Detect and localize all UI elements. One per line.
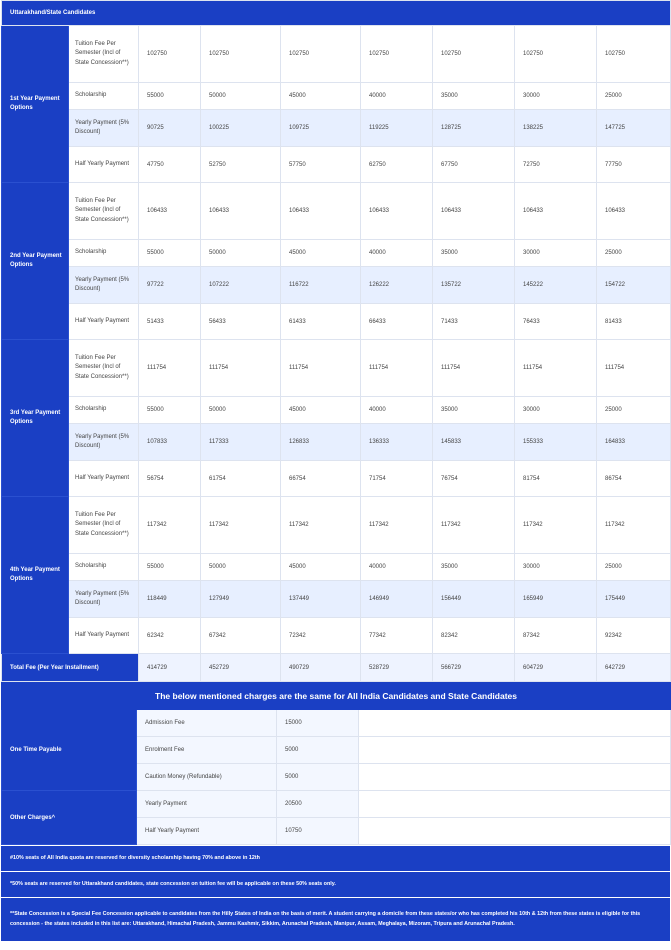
fee-value: 106433 [597, 183, 671, 240]
other-charges-group-label: Other Charges^ [2, 791, 137, 845]
table-row [2, 26, 671, 83]
fee-value: 76433 [515, 304, 597, 340]
total-value: 452729 [201, 654, 281, 682]
fee-value: 111754 [281, 340, 361, 397]
fee-value: 117342 [597, 497, 671, 554]
fee-value: 102750 [433, 26, 515, 83]
fee-value: 30000 [515, 83, 597, 110]
charge-value: 20500 [277, 791, 359, 818]
fee-value: 135722 [433, 267, 515, 304]
table-header-row [2, 1, 671, 26]
charge-value: 5000 [277, 764, 359, 791]
fee-value: 50000 [201, 240, 281, 267]
fee-value: 164833 [597, 424, 671, 461]
fee-value: 102750 [281, 26, 361, 83]
fee-value: 55000 [139, 397, 201, 424]
year-label: 4th Year Payment Options [2, 497, 69, 654]
fee-value: 117342 [515, 497, 597, 554]
fee-value: 109725 [281, 110, 361, 147]
fee-value: 86754 [597, 461, 671, 497]
row-label: Scholarship [69, 240, 139, 267]
fee-value: 119225 [361, 110, 433, 147]
fee-value: 50000 [201, 397, 281, 424]
footnote: #10% seats of All India quota are reserved for diversity scholarship having 70% and above in 12th [2, 847, 670, 871]
fee-value: 111754 [433, 340, 515, 397]
table-row [2, 83, 671, 110]
fee-value: 67750 [433, 147, 515, 183]
charge-value: 5000 [277, 737, 359, 764]
total-value: 604729 [515, 654, 597, 682]
empty-cell [359, 818, 671, 845]
row-label: Scholarship [69, 83, 139, 110]
fee-value: 45000 [281, 554, 361, 581]
charge-value: 15000 [277, 710, 359, 737]
fee-value: 107833 [139, 424, 201, 461]
table-row [2, 497, 671, 554]
fee-value: 102750 [139, 26, 201, 83]
fee-value: 30000 [515, 554, 597, 581]
row-label: Yearly Payment (5% Discount) [69, 424, 139, 461]
row-label: Tuition Fee Per Semester (Incl of State Concession**) [69, 340, 139, 397]
fee-value: 138225 [515, 110, 597, 147]
notes-table [1, 845, 670, 941]
fee-value: 55000 [139, 240, 201, 267]
year-label: 2nd Year Payment Options [2, 183, 69, 340]
fee-value: 117333 [201, 424, 281, 461]
fee-value: 100225 [201, 110, 281, 147]
fee-value: 145222 [515, 267, 597, 304]
fee-value: 35000 [433, 83, 515, 110]
fee-value: 137449 [281, 581, 361, 618]
fee-value: 117342 [361, 497, 433, 554]
note-row [2, 847, 670, 871]
fee-value: 117342 [281, 497, 361, 554]
fee-value: 25000 [597, 83, 671, 110]
fee-value: 106433 [201, 183, 281, 240]
fee-value: 102750 [597, 26, 671, 83]
fee-value: 76754 [433, 461, 515, 497]
fee-value: 102750 [361, 26, 433, 83]
fee-value: 50000 [201, 554, 281, 581]
charge-row [2, 791, 671, 818]
fee-value: 56754 [139, 461, 201, 497]
table-row [2, 581, 671, 618]
fee-value: 40000 [361, 397, 433, 424]
fee-value: 175449 [597, 581, 671, 618]
fee-value: 106433 [281, 183, 361, 240]
one-time-group-label: One Time Payable [2, 710, 137, 791]
row-label: Tuition Fee Per Semester (Incl of State Concession**) [69, 183, 139, 240]
table-row [2, 554, 671, 581]
footnote: *50% seats are reserved for Uttarakhand candidates, state concession on tuition fee will be applicable on these 50% seats only. [2, 873, 670, 897]
note-row [2, 899, 670, 941]
row-label: Half Yearly Payment [69, 461, 139, 497]
table-row [2, 618, 671, 654]
fee-value: 40000 [361, 554, 433, 581]
fee-value: 82342 [433, 618, 515, 654]
total-value: 642729 [597, 654, 671, 682]
fee-value: 92342 [597, 618, 671, 654]
row-label: Yearly Payment (5% Discount) [69, 110, 139, 147]
fee-value: 107222 [201, 267, 281, 304]
row-label: Half Yearly Payment [69, 618, 139, 654]
fee-value: 25000 [597, 240, 671, 267]
empty-cell [359, 764, 671, 791]
fee-table [1, 0, 671, 682]
fee-value: 126833 [281, 424, 361, 461]
fee-value: 81433 [597, 304, 671, 340]
year-label: 1st Year Payment Options [2, 26, 69, 183]
fee-value: 72750 [515, 147, 597, 183]
fee-value: 55000 [139, 554, 201, 581]
footnote: **State Concession is a Special Fee Concession applicable to candidates from the Hilly States of India on the basis of merit. A student carrying a domicile from these states/or who has completed his 10th & 12th from these states is eligible for this concession - the states included in this list are: Uttarakhand, Himachal Pradesh, Jammu Kashmir, Sikkim, Arunachal Pradesh, Manipur, Assam, Meghalaya, Mizoram, Tripura and Arunachal Pradesh. [2, 899, 670, 941]
note-row [2, 873, 670, 897]
charges-table [1, 682, 671, 845]
charge-label: Caution Money (Refundable) [137, 764, 277, 791]
fee-value: 81754 [515, 461, 597, 497]
table-row [2, 340, 671, 397]
fee-value: 61433 [281, 304, 361, 340]
fee-value: 146949 [361, 581, 433, 618]
fee-value: 136333 [361, 424, 433, 461]
fee-value: 40000 [361, 83, 433, 110]
fee-value: 111754 [597, 340, 671, 397]
fee-value: 154722 [597, 267, 671, 304]
charges-heading: The below mentioned charges are the same for All India Candidates and State Candidates [2, 683, 671, 710]
fee-value: 51433 [139, 304, 201, 340]
fee-value: 40000 [361, 240, 433, 267]
total-label: Total Fee (Per Year Installment) [2, 654, 139, 682]
fee-value: 145833 [433, 424, 515, 461]
row-label: Yearly Payment (5% Discount) [69, 267, 139, 304]
table-row [2, 424, 671, 461]
table-row [2, 183, 671, 240]
fee-value: 61754 [201, 461, 281, 497]
fee-value: 126222 [361, 267, 433, 304]
fee-value: 155333 [515, 424, 597, 461]
table-row [2, 147, 671, 183]
fee-value: 118449 [139, 581, 201, 618]
fee-value: 111754 [361, 340, 433, 397]
table-row [2, 267, 671, 304]
table-row [2, 461, 671, 497]
total-value: 490729 [281, 654, 361, 682]
fee-value: 117342 [433, 497, 515, 554]
fee-value: 165949 [515, 581, 597, 618]
fee-value: 106433 [139, 183, 201, 240]
charge-row [2, 710, 671, 737]
fee-value: 62750 [361, 147, 433, 183]
fee-value: 35000 [433, 240, 515, 267]
table-row [2, 110, 671, 147]
table-title: Uttarakhand/State Candidates [2, 1, 671, 26]
fee-value: 35000 [433, 397, 515, 424]
fee-value: 77750 [597, 147, 671, 183]
fee-value: 90725 [139, 110, 201, 147]
fee-value: 71754 [361, 461, 433, 497]
charge-label: Enrolment Fee [137, 737, 277, 764]
fee-value: 111754 [201, 340, 281, 397]
fee-value: 55000 [139, 83, 201, 110]
charges-heading-row [2, 683, 671, 710]
total-value: 566729 [433, 654, 515, 682]
fee-value: 66754 [281, 461, 361, 497]
fee-value: 71433 [433, 304, 515, 340]
total-value: 528729 [361, 654, 433, 682]
fee-value: 111754 [515, 340, 597, 397]
fee-value: 116722 [281, 267, 361, 304]
fee-value: 102750 [201, 26, 281, 83]
fee-value: 111754 [139, 340, 201, 397]
fee-value: 87342 [515, 618, 597, 654]
fee-value: 50000 [201, 83, 281, 110]
fee-value: 102750 [515, 26, 597, 83]
fee-value: 47750 [139, 147, 201, 183]
row-label: Yearly Payment (5% Discount) [69, 581, 139, 618]
fee-value: 117342 [201, 497, 281, 554]
total-row [2, 654, 671, 682]
year-label: 3rd Year Payment Options [2, 340, 69, 497]
fee-value: 62342 [139, 618, 201, 654]
fee-value: 106433 [361, 183, 433, 240]
fee-value: 45000 [281, 240, 361, 267]
fee-value: 66433 [361, 304, 433, 340]
fee-value: 25000 [597, 554, 671, 581]
row-label: Scholarship [69, 554, 139, 581]
row-label: Tuition Fee Per Semester (Incl of State Concession**) [69, 26, 139, 83]
fee-value: 52750 [201, 147, 281, 183]
fee-value: 128725 [433, 110, 515, 147]
row-label: Tuition Fee Per Semester (Incl of State Concession**) [69, 497, 139, 554]
fee-value: 56433 [201, 304, 281, 340]
total-value: 414729 [139, 654, 201, 682]
table-row [2, 397, 671, 424]
fee-value: 97722 [139, 267, 201, 304]
fee-value: 147725 [597, 110, 671, 147]
charge-label: Half Yearly Payment [137, 818, 277, 845]
fee-value: 106433 [433, 183, 515, 240]
fee-value: 45000 [281, 83, 361, 110]
fee-value: 67342 [201, 618, 281, 654]
fee-value: 72342 [281, 618, 361, 654]
fee-value: 30000 [515, 240, 597, 267]
fee-value: 117342 [139, 497, 201, 554]
row-label: Scholarship [69, 397, 139, 424]
fee-value: 127949 [201, 581, 281, 618]
fee-value: 57750 [281, 147, 361, 183]
charge-label: Yearly Payment [137, 791, 277, 818]
empty-cell [359, 710, 671, 737]
table-row [2, 304, 671, 340]
fee-value: 156449 [433, 581, 515, 618]
empty-cell [359, 737, 671, 764]
row-label: Half Yearly Payment [69, 304, 139, 340]
fee-value: 35000 [433, 554, 515, 581]
fee-value: 25000 [597, 397, 671, 424]
empty-cell [359, 791, 671, 818]
charge-value: 10750 [277, 818, 359, 845]
fee-value: 106433 [515, 183, 597, 240]
charge-label: Admission Fee [137, 710, 277, 737]
row-label: Half Yearly Payment [69, 147, 139, 183]
fee-value: 30000 [515, 397, 597, 424]
table-row [2, 240, 671, 267]
fee-value: 77342 [361, 618, 433, 654]
fee-value: 45000 [281, 397, 361, 424]
